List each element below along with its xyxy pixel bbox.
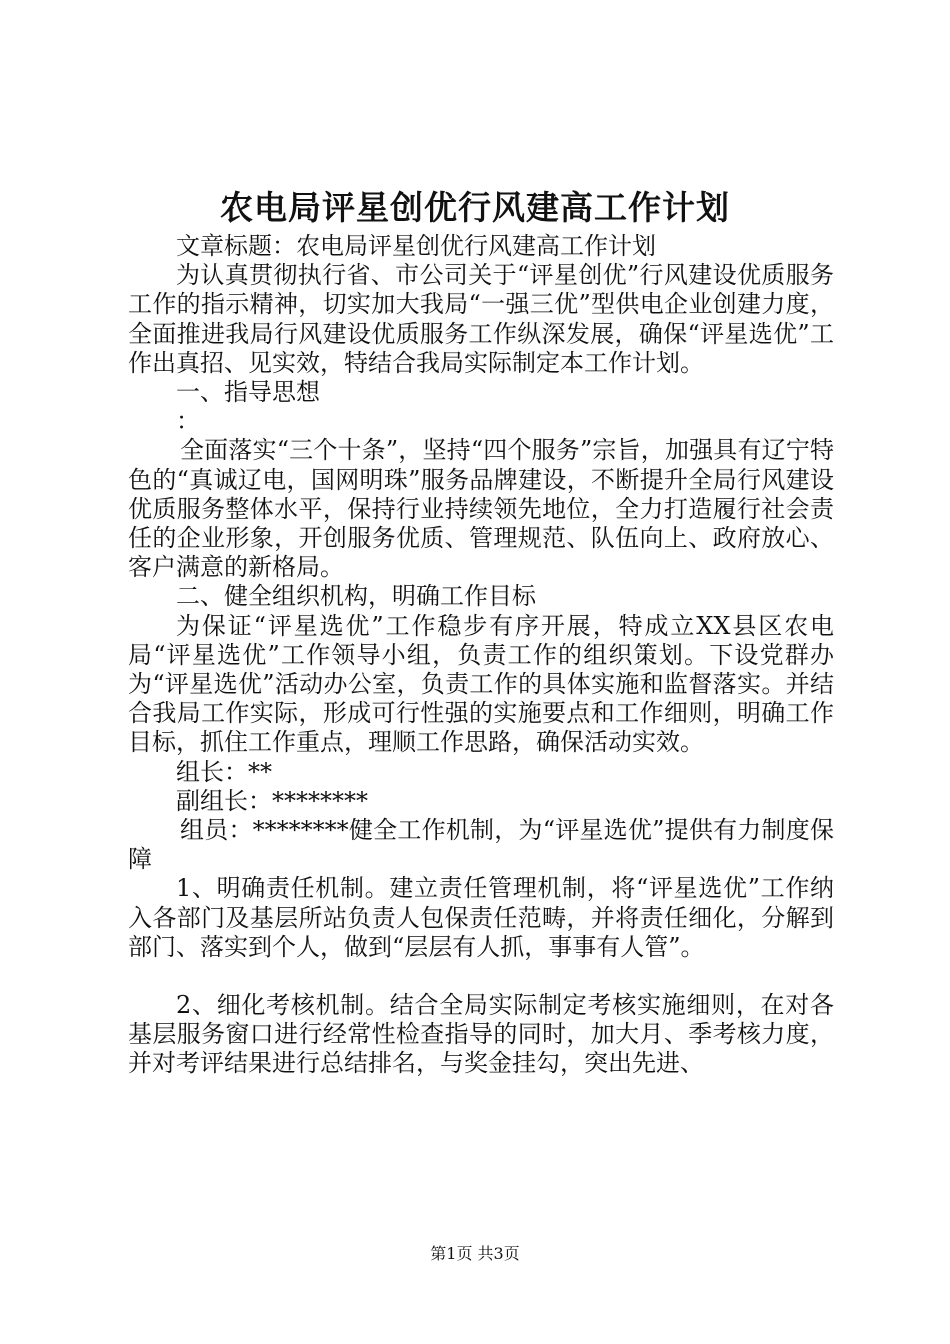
members-line: 组员：********健全工作机制，为“评星选优”提供有力制度保障 [128,816,834,874]
guiding-ideology-paragraph: 全面落实“三个十条”，坚持“四个服务”宗旨，加强具有辽宁特色的“真诚辽电，国网明珠”服务品牌建设，不断提升全局行风建设优质服务整体水平，保持行业持续领先地位，全力打造履行社会责任的企业形象，开创服务优质、管理规范、队伍向上、政府放心、客户满意的新格局。 [128,436,834,582]
section-heading-organization: 二、健全组织机构，明确工作目标 [176,582,536,611]
document-title: 农电局评星创优行风建高工作计划 [220,188,730,227]
intro-paragraph: 为认真贯彻执行省、市公司关于“评星创优”行风建设优质服务工作的指示精神，切实加大我局“一强三优”型供电企业创建力度，全面推进我局行风建设优质服务工作纵深发展，确保“评星选优”工作出真招、见实效，特结合我局实际制定本工作计划。 [128,261,834,377]
group-leader-line: 组长：** [176,757,272,786]
colon-line: ： [176,407,200,436]
article-title-line: 文章标题：农电局评星创优行风建高工作计划 [176,232,656,260]
page-footer: 第1页 共3页 [430,1244,520,1263]
deputy-leader-line: 副组长：******** [176,786,368,815]
assessment-mechanism-paragraph: 2、细化考核机制。结合全局实际制定考核实施细则，在对各基层服务窗口进行经常性检查指导的同时，加大月、季考核力度，并对考评结果进行总结排名，与奖金挂勾，突出先进、 [128,991,834,1078]
organization-paragraph: 为保证“评星选优”工作稳步有序开展，特成立XX县区农电局“评星选优”工作领导小组，负责工作的组织策划。下设党群办为“评星选优”活动办公室，负责工作的具体实施和监督落实。并结合我局工作实际，形成可行性强的实施要点和工作细则，明确工作目标，抓住工作重点，理顺工作思路，确保活动实效。 [128,611,834,757]
document-body [128,232,834,1079]
paragraph-gap [128,962,834,991]
section-heading-guiding-ideology: 一、指导思想 [176,378,320,407]
responsibility-mechanism-paragraph: 1、明确责任机制。建立责任管理机制，将“评星选优”工作纳入各部门及基层所站负责人包保责任范畴，并将责任细化，分解到部门、落实到个人，做到“层层有人抓，事事有人管”。 [128,874,834,961]
